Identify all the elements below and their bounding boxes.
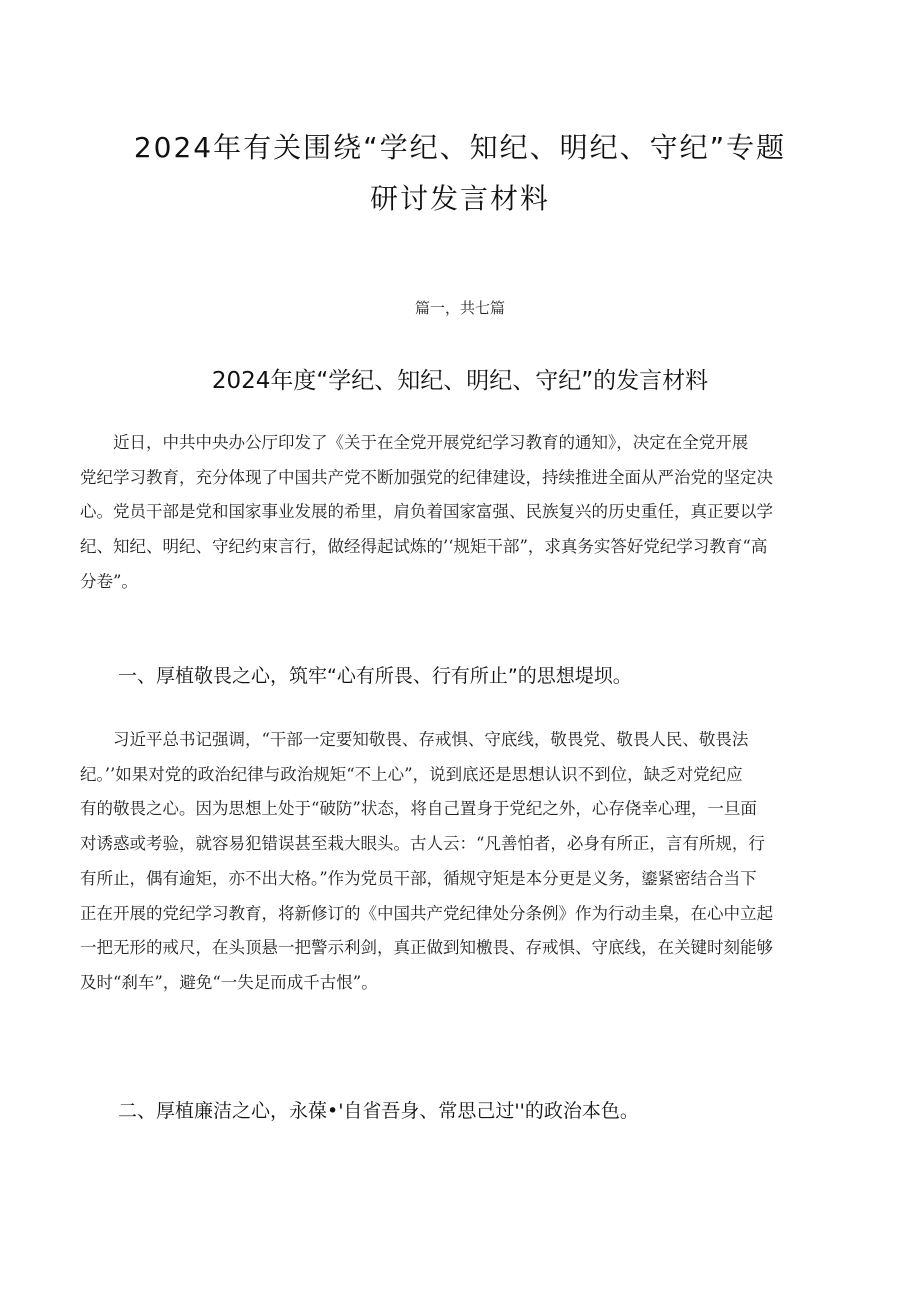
section-heading-2: 二、厚植廉洁之心，永葆•'自省吾身、常思己过''的政治本色。 [118,1100,639,1122]
part-label: 篇一，共七篇 [414,299,505,317]
section-1-paragraph: 习近平总书记强调，“干部一定要知敬畏、存戒惧、守底线，敬畏党、敬畏人民、敬畏法 纪。’’如果对党的政治纪律与政治规矩“不上心”，说到底还是思想认识不到位，缺乏对党纪应 有的敬畏之心。因为思想上处于“破防”状态，将自己置身于党纪之外，心存侥幸心理，一旦面 对诱惑或考验，就容易犯错误甚至栽大眼头。古人云：“凡善怕者，必身有所正，言有所规，行 有所止，偶有逾矩，亦不出大格。”作为党员干部，循规守矩是本分更是义务，鎏紧密结合当下 正在开展的党纪学习教育，将新修订的《中国共产党纪律处分条例》作为行动圭臬，在心中立起 一把无形的戒尺，在头顶悬一把警示利剑，真正做到知檄畏、存戒惧、守底线，在关键时刻能够 及时“刹车”，避免“一失足而成千古恨”。 [80,730,773,992]
document-title-line-1: 2024年有关围绕“学纪、知纪、明纪、守纪”专题 [133,131,787,164]
article-title: 2024年度“学纪、知纪、明纪、守纪”的发言材料 [211,368,709,394]
intro-paragraph: 近日，中共中央办公厅印发了《关于在全党开展党纪学习教育的通知》，决定在全党开展 党纪学习教育，充分体现了中国共产党不断加强党的纪律建设，持续推进全面从严治党的坚定决 心。党员干部是党和国家事业发展的希里，肩负着国家富强、民族复兴的历史重任，真正要以学 纪、知纪、明纪、守纪约束言行，做经得起试炼的’‘规矩干部”，求真务实答好党纪学习教育“高 分卷”。 [80,433,773,591]
document-title-line-2: 研讨发言材料 [369,182,550,215]
section-heading-1: 一、厚植敬畏之心，筑牢“心有所畏、行有所止”的思想堤坝。 [118,665,632,687]
